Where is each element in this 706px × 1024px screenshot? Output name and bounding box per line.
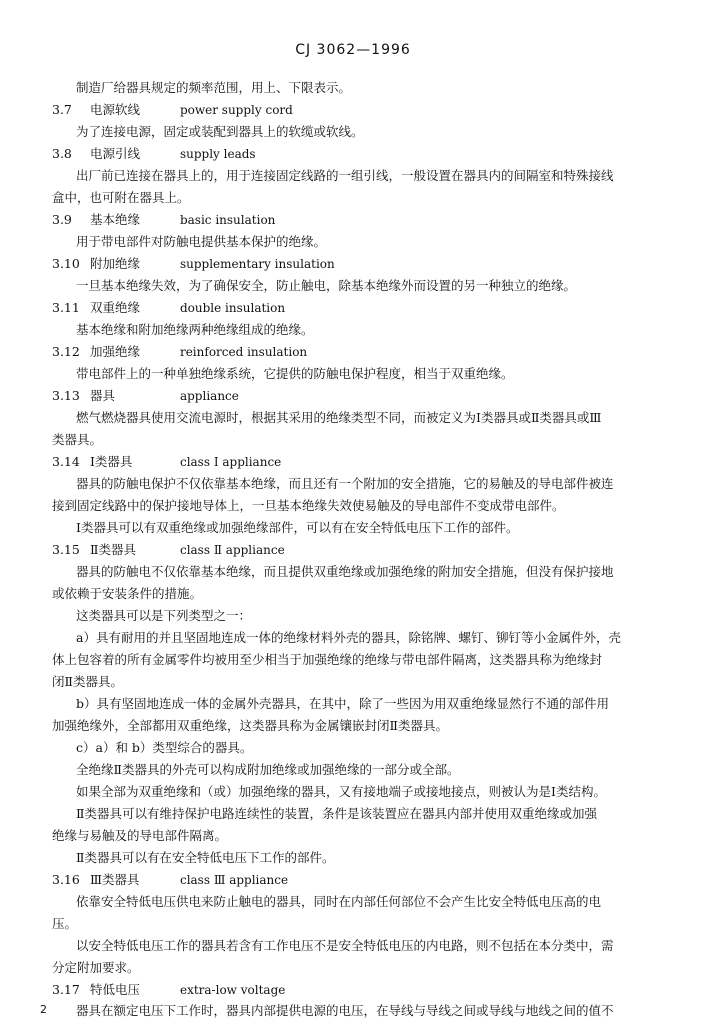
paragraph-line: b）具有坚固地连成一体的金属外壳器具，在其中，除了一些因为用双重绝缘显然行不通的部件用 xyxy=(76,696,610,711)
section-title-en: double insulation xyxy=(179,301,286,315)
paragraph-line: 这类器具可以是下列类型之一： xyxy=(76,608,252,623)
section-title-zh: 特低电压 xyxy=(89,982,140,997)
section-number: 3.12 xyxy=(52,344,80,359)
section-title-en: power supply cord xyxy=(179,103,293,117)
paragraph-line: 闭Ⅱ类器具。 xyxy=(52,674,123,689)
paragraph-line: 类器具。 xyxy=(52,432,103,447)
section-title-en: supplementary insulation xyxy=(179,257,335,271)
paragraph-line: 压。 xyxy=(52,916,78,931)
section-title-zh: 基本绝缘 xyxy=(89,212,140,227)
section-heading-3-9 xyxy=(52,211,652,229)
section-title-zh: 加强绝缘 xyxy=(89,344,140,359)
paragraph-line: 为了连接电源，固定或装配到器具上的软缆或软线。 xyxy=(76,124,364,139)
section-number: 3.11 xyxy=(52,300,80,315)
paragraph-line: 绝缘与易触及的导电部件隔离。 xyxy=(52,828,228,843)
section-number: 3.13 xyxy=(52,388,80,403)
section-title-zh: Ⅱ类器具 xyxy=(89,542,136,557)
section-title-en: supply leads xyxy=(179,147,256,161)
section-title-en: class Ⅱ appliance xyxy=(179,543,285,557)
section-title-zh: 电源引线 xyxy=(89,146,140,161)
paragraph-line: a）具有耐用的并且坚固地连成一体的绝缘材料外壳的器具，除铭牌、螺钉、铆钉等小金属件外，壳 xyxy=(76,630,621,645)
paragraph-line: Ⅱ类器具可以有在安全特低电压下工作的部件。 xyxy=(76,850,335,865)
section-number: 3.15 xyxy=(52,542,80,557)
paragraph-line: 带电部件上的一种单独绝缘系统，它提供的防触电保护程度，相当于双重绝缘。 xyxy=(76,366,514,381)
paragraph-line: c）a）和 b）类型综合的器具。 xyxy=(76,740,253,755)
paragraph-line: 器具的防触电不仅依靠基本绝缘，而且提供双重绝缘或加强绝缘的附加安全措施，但没有保护接地 xyxy=(76,564,614,579)
paragraph-line: Ⅱ类器具可以有维持保护电路连续性的装置，条件是该装置应在器具内部并使用双重绝缘或加强 xyxy=(76,806,597,821)
section-number: 3.17 xyxy=(52,982,80,997)
section-number: 3.16 xyxy=(52,872,80,887)
paragraph-line: 全绝缘Ⅱ类器具的外壳可以构成附加绝缘或加强绝缘的一部分或全部。 xyxy=(76,762,460,777)
paragraph-line: 加强绝缘外，全部都用双重绝缘，这类器具称为金属镶嵌封闭Ⅱ类器具。 xyxy=(52,718,448,733)
section-title-en: class Ⅰ appliance xyxy=(179,455,282,469)
page-number: 2 xyxy=(40,1003,47,1016)
paragraph-line: 基本绝缘和附加绝缘两种绝缘组成的绝缘。 xyxy=(76,322,314,337)
section-heading-3-8 xyxy=(52,145,652,163)
section-number: 3.10 xyxy=(52,256,80,271)
paragraph-line: 接到固定线路中的保护接地导体上，一旦基本绝缘失效使易触及的导电部件不变成带电部件。 xyxy=(52,498,565,513)
section-title-en: appliance xyxy=(179,389,239,403)
section-heading-3-15 xyxy=(52,541,652,559)
section-title-en: class Ⅲ appliance xyxy=(179,873,289,887)
section-title-zh: 器具 xyxy=(89,388,115,403)
paragraph-line: 或依赖于安装条件的措施。 xyxy=(52,586,203,601)
section-heading-3-10 xyxy=(52,255,652,273)
section-title-en: extra-low voltage xyxy=(179,983,286,997)
section-title-zh: Ⅰ类器具 xyxy=(89,454,133,469)
section-number: 3.9 xyxy=(52,212,72,227)
section-heading-3-12 xyxy=(52,343,652,361)
section-heading-3-17 xyxy=(52,981,652,999)
section-title-zh: 附加绝缘 xyxy=(89,256,140,271)
section-heading-3-11 xyxy=(52,299,652,317)
paragraph-line: 用于带电部件对防触电提供基本保护的绝缘。 xyxy=(76,234,327,249)
paragraph-line: 器具在额定电压下工作时，器具内部提供电源的电压，在导线与导线之间或导线与地线之间的值不 xyxy=(76,1003,614,1018)
section-number: 3.8 xyxy=(52,146,72,161)
paragraph-line: 出厂前已连接在器具上的，用于连接固定线路的一组引线，一般设置在器具内的间隔室和特殊接线 xyxy=(76,168,614,183)
section-title-en: reinforced insulation xyxy=(179,345,308,359)
paragraph-line: 盒中，也可附在器具上。 xyxy=(52,190,190,205)
paragraph-line: 分定附加要求。 xyxy=(52,960,140,975)
paragraph-line: Ⅰ类器具可以有双重绝缘或加强绝缘部件，可以有在安全特低电压下工作的部件。 xyxy=(76,520,519,535)
section-number: 3.14 xyxy=(52,454,80,469)
section-number: 3.7 xyxy=(52,102,72,117)
paragraph-line: 器具的防触电保护不仅依靠基本绝缘，而且还有一个附加的安全措施，它的易触及的导电部件被连 xyxy=(76,476,614,491)
section-title-zh: Ⅲ类器具 xyxy=(89,872,140,887)
paragraph-line: 制造厂给器具规定的频率范围，用上、下限表示。 xyxy=(76,80,352,95)
section-heading-3-7 xyxy=(52,101,652,119)
section-heading-3-14 xyxy=(52,453,652,471)
section-title-zh: 电源软线 xyxy=(89,102,140,117)
paragraph-line: 如果全部为双重绝缘和（或）加强绝缘的器具，又有接地端子或接地接点，则被认为是Ⅰ类结构。 xyxy=(76,784,606,799)
paragraph-line: 依靠安全特低电压供电来防止触电的器具，同时在内部任何部位不会产生比安全特低电压高的电 xyxy=(76,894,602,909)
section-title-zh: 双重绝缘 xyxy=(89,300,140,315)
page-header-standard-code: CJ 3062—1996 xyxy=(295,42,411,58)
section-heading-3-13 xyxy=(52,387,652,405)
paragraph-line: 以安全特低电压工作的器具若含有工作电压不是安全特低电压的内电路，则不包括在本分类中，需 xyxy=(76,938,614,953)
paragraph-line: 体上包容着的所有金属零件均被用至少相当于加强绝缘的绝缘与带电部件隔离，这类器具称为绝缘封 xyxy=(52,652,603,667)
paragraph-line: 一旦基本绝缘失效，为了确保安全，防止触电，除基本绝缘外而设置的另一种独立的绝缘。 xyxy=(76,278,577,293)
paragraph-line: 燃气燃烧器具使用交流电源时，根据其采用的绝缘类型不同，而被定义为Ⅰ类器具或Ⅱ类器具或Ⅲ xyxy=(76,410,602,425)
section-title-en: basic insulation xyxy=(179,213,276,227)
section-heading-3-16 xyxy=(52,871,652,889)
